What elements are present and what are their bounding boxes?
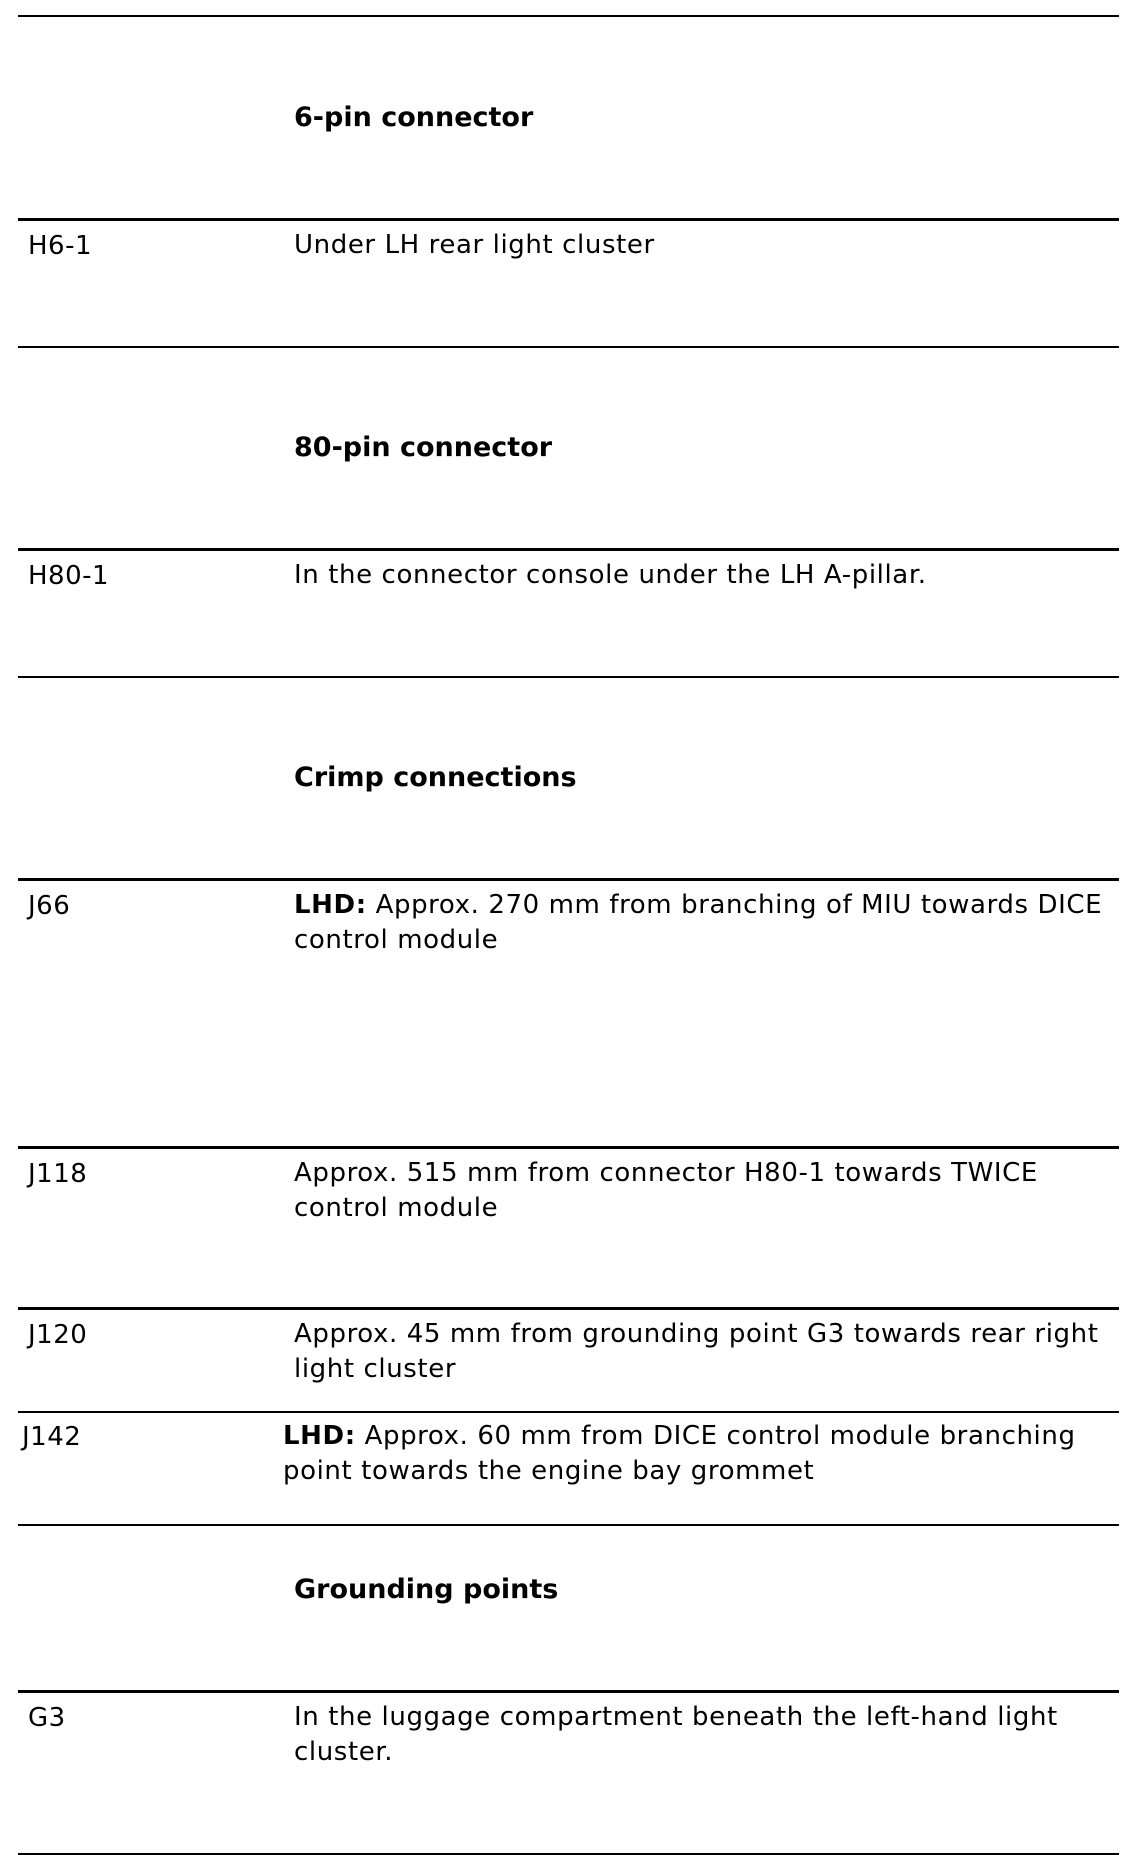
crimp-code: J66	[28, 891, 71, 921]
section-heading: Crimp connections	[294, 762, 577, 793]
location-description	[294, 228, 1104, 263]
table-divider	[18, 1146, 1119, 1149]
table-divider	[18, 1524, 1119, 1526]
table-divider	[18, 218, 1119, 221]
table-divider	[18, 676, 1119, 678]
section-heading: 6-pin connector	[294, 102, 534, 133]
location-text: Under LH rear light cluster	[294, 230, 655, 260]
connector-code: H80-1	[28, 561, 110, 591]
section-heading: 80-pin connector	[294, 432, 553, 463]
location-description	[294, 1156, 1104, 1226]
location-text: Approx. 515 mm from connector H80-1 towards TWICE control module	[294, 1158, 1038, 1223]
grounding-code: G3	[28, 1703, 66, 1733]
crimp-code: J120	[28, 1320, 88, 1350]
table-divider	[18, 346, 1119, 348]
location-text: In the luggage compartment beneath the left-hand light cluster.	[294, 1702, 1058, 1767]
table-divider	[18, 1411, 1119, 1413]
location-description	[294, 1317, 1104, 1387]
table-divider	[18, 1307, 1119, 1310]
table-divider	[18, 15, 1119, 17]
location-description	[283, 1419, 1093, 1489]
location-description	[294, 888, 1104, 958]
location-text: Approx. 270 mm from branching of MIU towards DICE control module	[294, 890, 1103, 955]
drive-side-label: LHD:	[283, 1421, 356, 1451]
location-description	[294, 1700, 1104, 1770]
crimp-code: J118	[28, 1159, 88, 1189]
drive-side-label: LHD:	[294, 890, 367, 920]
location-text: Approx. 60 mm from DICE control module branching point towards the engine bay grommet	[283, 1421, 1076, 1486]
table-divider	[18, 1690, 1119, 1693]
table-divider	[18, 878, 1119, 881]
table-divider	[18, 548, 1119, 551]
location-text: Approx. 45 mm from grounding point G3 towards rear right light cluster	[294, 1319, 1099, 1384]
location-description	[294, 558, 1104, 593]
section-heading: Grounding points	[294, 1574, 559, 1605]
location-text: In the connector console under the LH A-pillar.	[294, 560, 927, 590]
crimp-code: J142	[22, 1422, 82, 1452]
connector-code: H6-1	[28, 231, 93, 261]
